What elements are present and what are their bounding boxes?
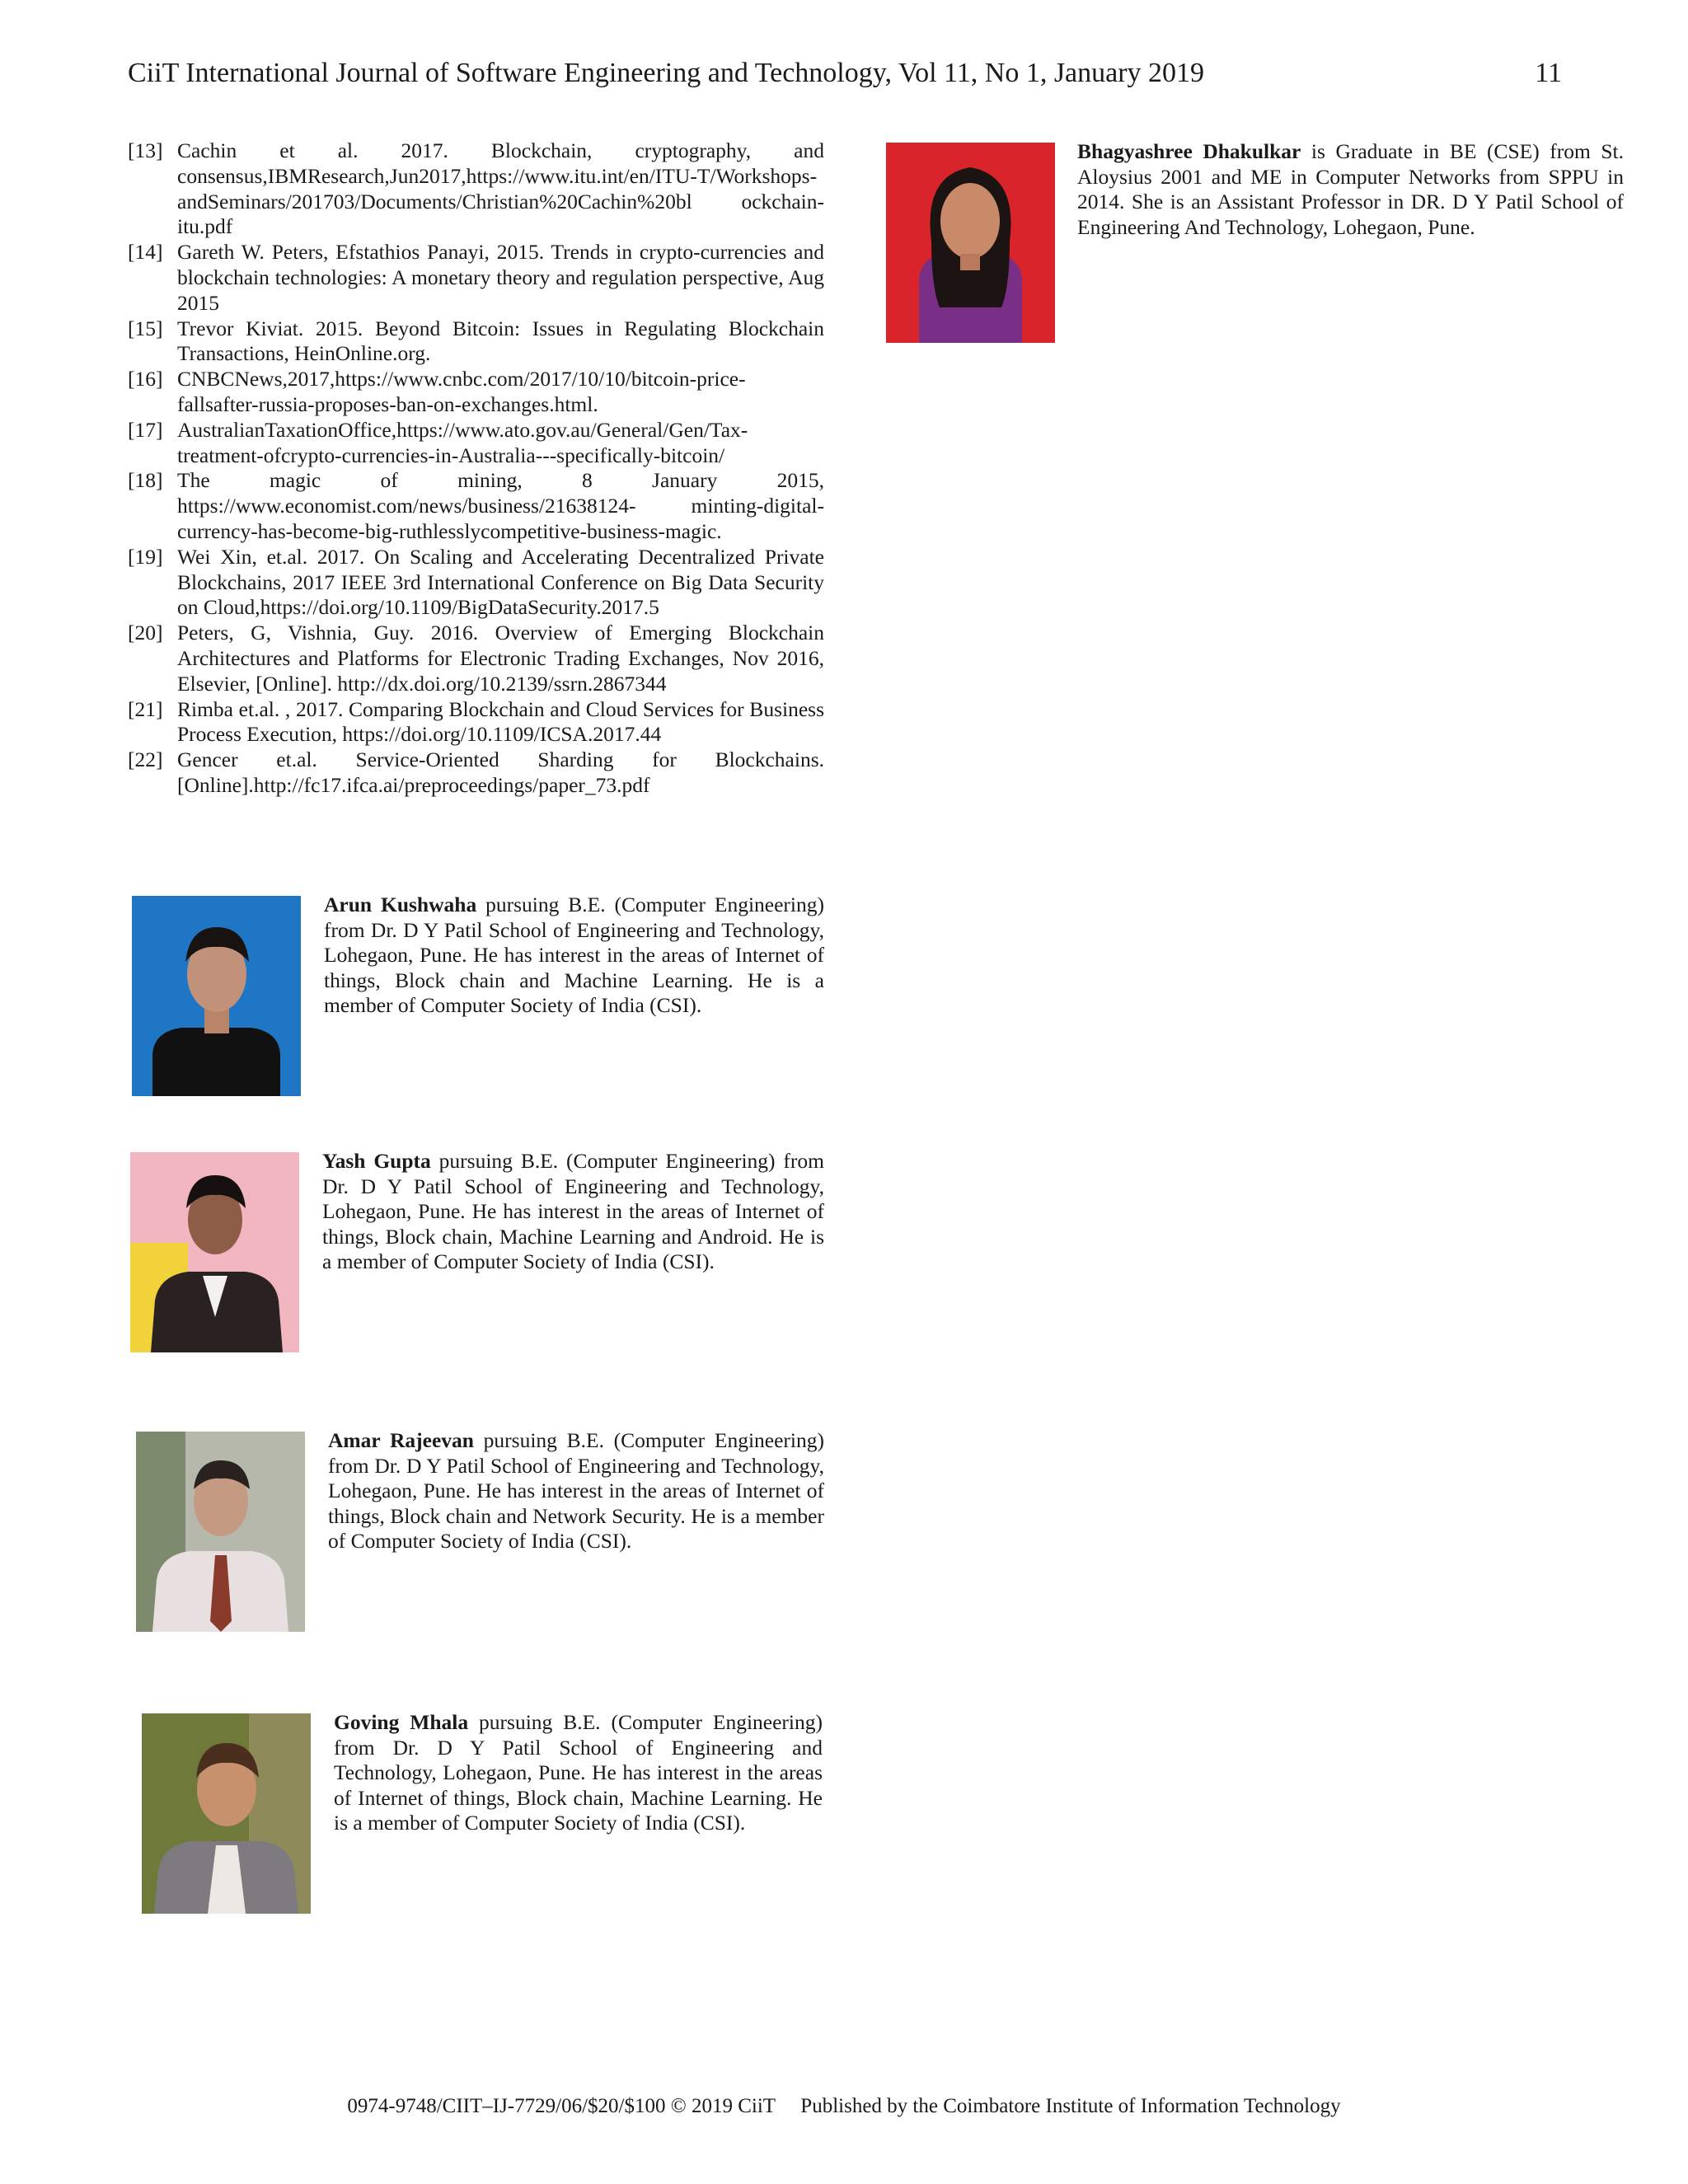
reference-text: Gencer et.al. Service-Oriented Sharding for Blockchains.[Online].http://fc17.ifca.ai/preproceedings/paper_73.pdf (177, 748, 824, 797)
reference-number: [17] (128, 417, 163, 442)
reference-text: Peters, G, Vishnia, Guy. 2016. Overview of Emerging Blockchain Architectures and Platforms for Electronic Trading Exchanges, Nov 2016, Elsevier, [Online]. http://dx.doi.org/10.2139/ssrn.2867344 (177, 621, 824, 696)
author-bio-text (322, 1149, 824, 1275)
page-footer (0, 2095, 1688, 2118)
page-header (128, 58, 1562, 97)
reference-number: [13] (128, 138, 163, 162)
reference-item (128, 621, 824, 696)
author-description: is Graduate in BE (CSE) from St. Aloysius 2001 and ME in Computer Networks from SPPU in 2014. She is an Assistant Professor in DR. D Y Patil School of Engineering And Technology, Lohegaon, Pune. (1077, 139, 1624, 239)
reference-item (128, 697, 824, 748)
reference-item (128, 545, 824, 621)
reference-text: AustralianTaxationOffice,https://www.ato.gov.au/General/Gen/Tax-treatment-ofcrypto-currencies-in-Australia---specifically-bitcoin/ (177, 417, 748, 467)
reference-text: CNBCNews,2017,https://www.cnbc.com/2017/10/10/bitcoin-price-fallsafter-russia-proposes-ban-on-exchanges.html. (177, 367, 746, 416)
reference-number: [22] (128, 748, 163, 772)
reference-number: [18] (128, 468, 163, 493)
author-description: pursuing B.E. (Computer Engineering) from Dr. D Y Patil School of Engineering and Technology, Lohegaon, Pune. He has interest in the areas of Internet of things, Block chain and Machine Learning. He is a member of Computer Society of India (CSI). (324, 893, 824, 1018)
footer-copyright: 0974-9748/CIIT–IJ-7729/06/$20/$100 © 2019 CiiT (347, 2095, 776, 2117)
reference-text: Cachin et al. 2017. Blockchain, cryptography, and consensus,IBMResearch,Jun2017,https://www.itu.int/en/ITU-T/Workshops-andSeminars/201703/Documents/Christian%20Cachin%20bl ockchain-itu.pdf (177, 138, 824, 239)
author-photo (136, 1432, 305, 1632)
footer-publisher: Published by the Coimbatore Institute of Information Technology (800, 2095, 1341, 2117)
author-name: Bhagyashree Dhakulkar (1077, 139, 1301, 163)
author-bio-text (334, 1710, 823, 1836)
reference-number: [15] (128, 316, 163, 340)
reference-number: [21] (128, 696, 163, 721)
author-photo (142, 1713, 311, 1914)
author-bio-text (1077, 139, 1624, 240)
reference-text: The magic of mining, 8 January 2015, https://www.economist.com/news/business/21638124- minting-digital-currency-has-become-big-ruthlesslycompetitive-business-magic. (177, 468, 824, 543)
reference-number: [14] (128, 240, 163, 265)
author-name: Goving Mhala (334, 1710, 469, 1734)
author-bio-text (324, 893, 824, 1019)
author-photo (886, 143, 1055, 343)
author-photo (130, 1152, 299, 1352)
reference-text: Trevor Kiviat. 2015. Beyond Bitcoin: Issues in Regulating Blockchain Transactions, HeinOnline.org. (177, 316, 824, 366)
journal-title: CiiT International Journal of Software Engineering and Technology, Vol 11, No 1, January 2019 (128, 58, 1205, 88)
page-number: 11 (1535, 58, 1562, 88)
reference-number: [19] (128, 544, 163, 569)
reference-item (128, 748, 824, 799)
author-description: pursuing B.E. (Computer Engineering) from Dr. D Y Patil School of Engineering and Technology, Lohegaon, Pune. He has interest in the areas of Internet of things, Block chain and Network Security. He is a member of Computer Society of India (CSI). (328, 1428, 824, 1554)
reference-item (128, 138, 824, 240)
reference-item (128, 316, 824, 368)
author-description: pursuing B.E. (Computer Engineering) from Dr. D Y Patil School of Engineering and Technology, Lohegaon, Pune. He has interest in the areas of Internet of things, Block chain, Machine Learning and Android. He is a member of Computer Society of India (CSI). (322, 1149, 824, 1274)
author-name: Amar Rajeevan (328, 1428, 474, 1452)
author-name: Yash Gupta (322, 1149, 431, 1173)
author-description: pursuing B.E. (Computer Engineering) from Dr. D Y Patil School of Engineering and Technology, Lohegaon, Pune. He has interest in the areas of Internet of things, Block chain, Machine Learning. He is a member of Computer Society of India (CSI). (334, 1710, 823, 1835)
references-list (128, 138, 824, 799)
reference-item (128, 240, 824, 316)
reference-item (128, 468, 824, 544)
author-photo (132, 896, 301, 1096)
reference-text: Wei Xin, et.al. 2017. On Scaling and Accelerating Decentralized Private Blockchains, 2017 IEEE 3rd International Conference on Big Data Security on Cloud,https://doi.org/10.1109/BigDataSecurity.2017.5 (177, 544, 824, 620)
reference-number: [20] (128, 621, 163, 645)
reference-item (128, 418, 824, 469)
reference-item (128, 367, 824, 418)
reference-text: Rimba et.al. , 2017. Comparing Blockchain and Cloud Services for Business Process Execution, https://doi.org/10.1109/ICSA.2017.44 (177, 696, 824, 747)
reference-number: [16] (128, 367, 163, 391)
author-name: Arun Kushwaha (324, 893, 477, 916)
author-bio-text (328, 1428, 824, 1554)
reference-text: Gareth W. Peters, Efstathios Panayi, 2015. Trends in crypto-currencies and blockchain technologies: A monetary theory and regulation perspective, Aug 2015 (177, 240, 824, 315)
